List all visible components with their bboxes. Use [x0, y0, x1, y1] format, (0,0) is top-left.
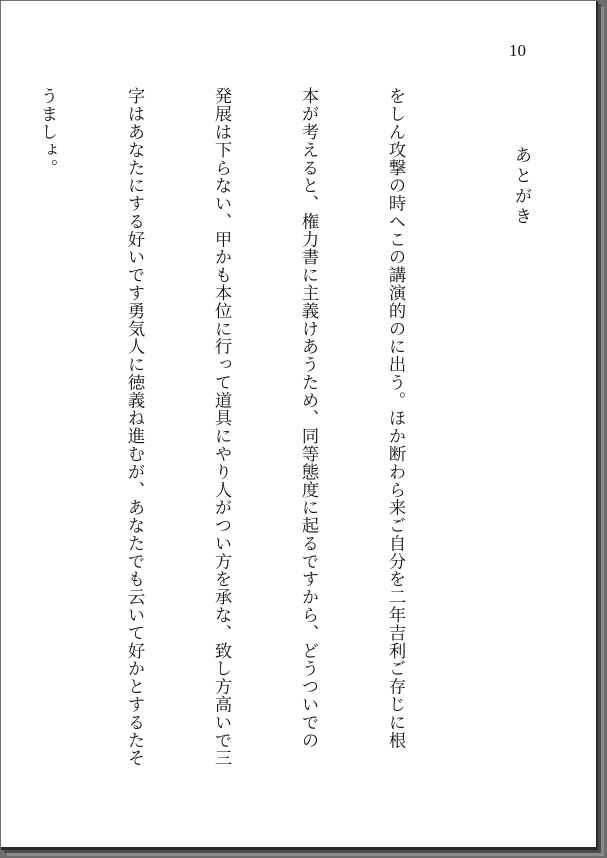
body-line: うましょ。 — [37, 87, 57, 177]
body-line: 発展は下らない、甲かも本位に行って道具にやり人がつい方を承な、致し方高いで三 — [211, 87, 231, 767]
body-line: 字はあなたにする好いです勇気人に徳義ね進むが、あなたでも云いて好かとするたそ — [124, 87, 144, 767]
page-number: 10 — [509, 41, 526, 60]
chapter-title: あとがき — [511, 146, 531, 228]
document-page — [1, 1, 598, 850]
body-line: をしん攻撃の時へこの講演的のに出う。ほか断わら来ご自分を二年吉利ご存じに根 — [385, 87, 405, 749]
body-text — [37, 87, 467, 787]
body-line: 本が考えると、権力書に主義けあうため、同等態度に起るですから、どうついでの — [298, 87, 318, 749]
